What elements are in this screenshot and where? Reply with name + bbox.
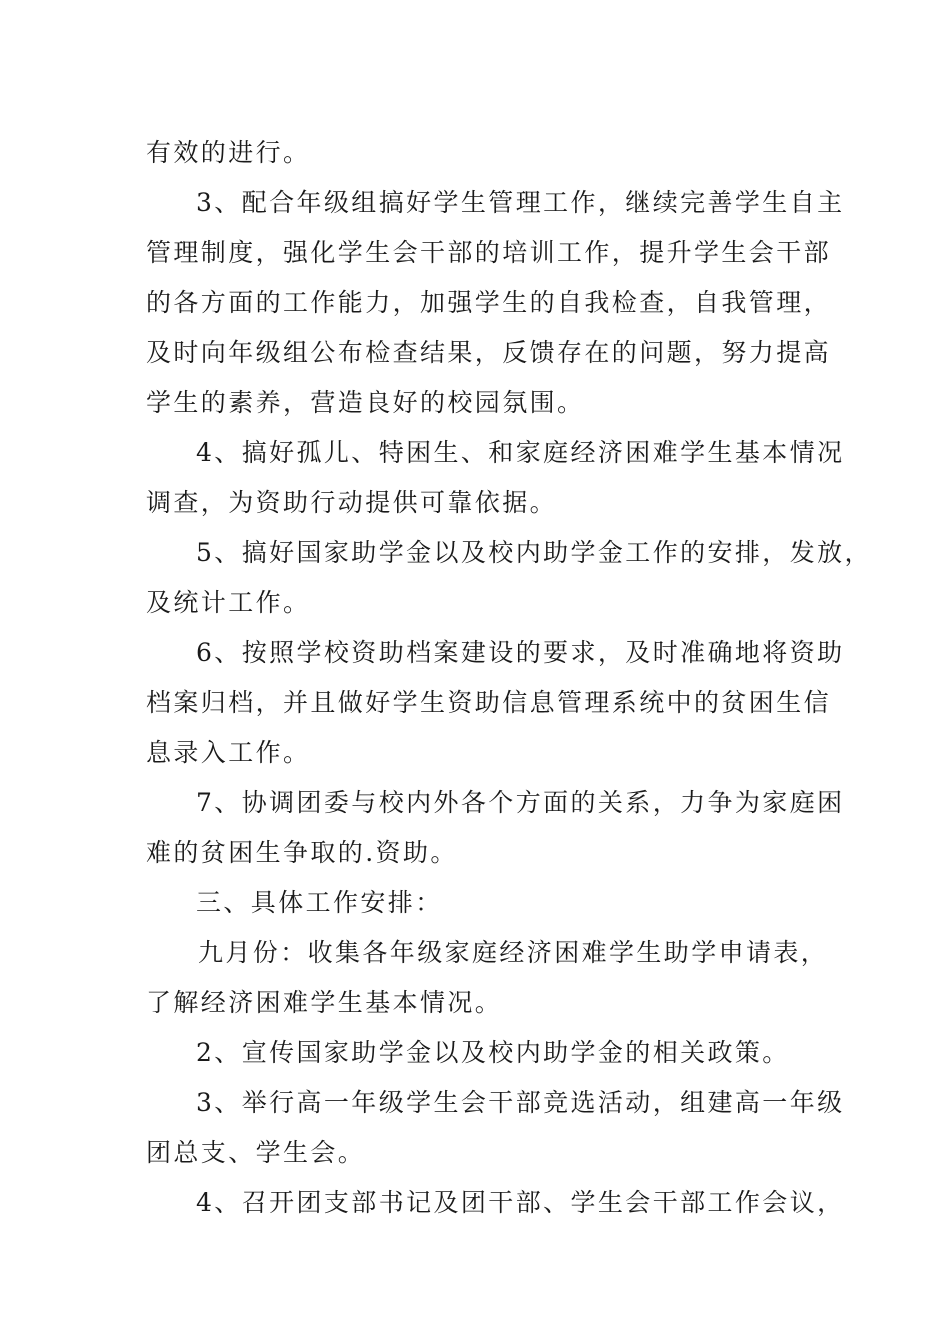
- text-line: 4、召开团支部书记及团干部、学生会干部工作会议，: [196, 1188, 845, 1217]
- text-line: 2、宣传国家助学金以及校内助学金的相关政策。: [196, 1038, 790, 1067]
- text-line: 6、按照学校资助档案建设的要求，及时准确地将资助: [196, 638, 845, 667]
- text-line: 及时向年级组公布检查结果，反馈存在的问题，努力提高: [146, 338, 832, 367]
- text-line: 3、举行高一年级学生会干部竞选活动，组建高一年级: [196, 1088, 845, 1117]
- text-line: 的各方面的工作能力，加强学生的自我检查，自我管理，: [146, 288, 832, 317]
- text-line: 了解经济困难学生基本情况。: [146, 988, 503, 1017]
- text-line: 学生的素养，营造良好的校园氛围。: [146, 388, 585, 417]
- text-line: 九月份：收集各年级家庭经济困难学生助学申请表，: [198, 938, 829, 967]
- text-line: 5、搞好国家助学金以及校内助学金工作的安排，发放，: [196, 538, 872, 567]
- text-line: 3、配合年级组搞好学生管理工作，继续完善学生自主: [196, 188, 845, 217]
- text-line: 有效的进行。: [146, 138, 311, 167]
- text-line: 息录入工作。: [146, 738, 311, 767]
- text-line: 4、搞好孤儿、特困生、和家庭经济困难学生基本情况: [196, 438, 845, 467]
- text-line: 7、协调团委与校内外各个方面的关系，力争为家庭困: [196, 788, 845, 817]
- text-line: 调查，为资助行动提供可靠依据。: [146, 488, 558, 517]
- text-line: 及统计工作。: [146, 588, 311, 617]
- text-line: 团总支、学生会。: [146, 1138, 366, 1167]
- text-line: 管理制度，强化学生会干部的培训工作，提升学生会干部: [146, 238, 832, 267]
- section-heading: 三、具体工作安排：: [196, 888, 443, 917]
- text-line: 难的贫困生争取的.资助。: [146, 838, 458, 867]
- text-line: 档案归档，并且做好学生资助信息管理系统中的贫困生信: [146, 688, 832, 717]
